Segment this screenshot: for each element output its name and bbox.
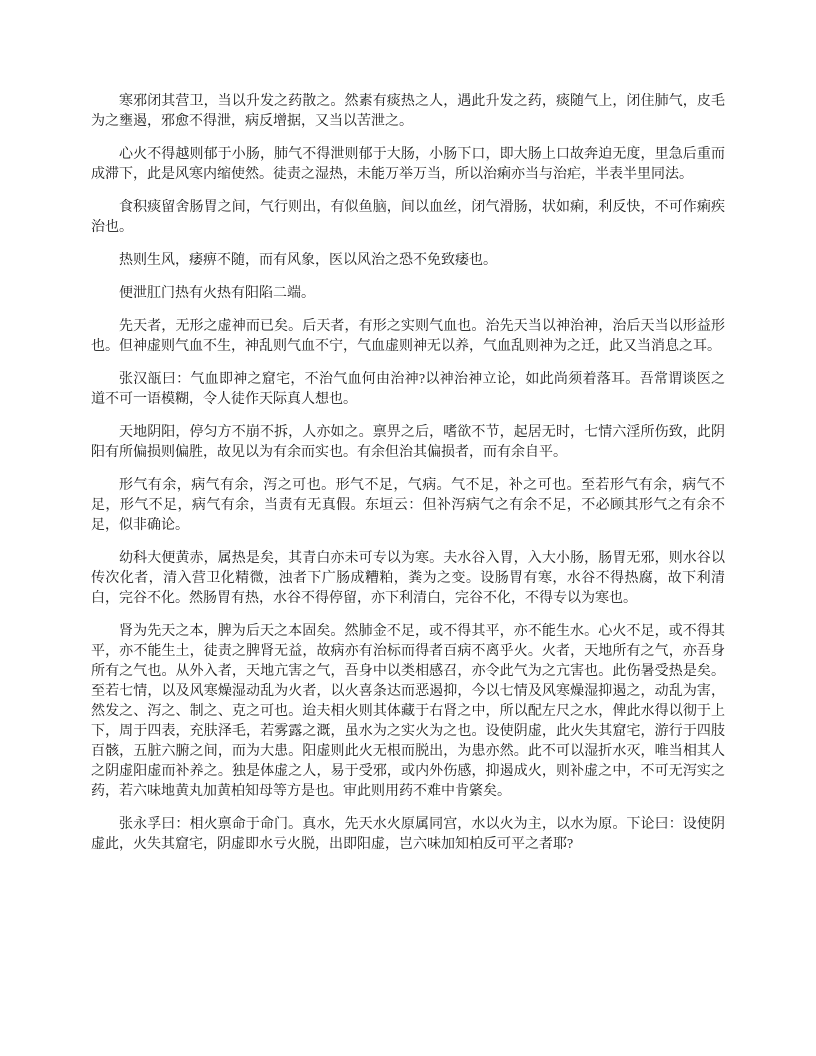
paragraph: 天地阴阳，停匀方不崩不拆，人亦如之。禀畀之后，嗜欲不节，起居无时，七情六淫所伤致，此阴阳有所偏损则偏胜，故见以为有余而实也。有余但治其偏损者，而有余自平。 — [91, 425, 725, 460]
paragraph: 幼科大便黄赤，属热是矣，其青白亦未可专以为寒。夫水谷入胃，入大小肠，肠胃无邪，则水谷以传次化者，清入营卫化精微，浊者下广肠成糟粕，粪为之变。设肠胃有寒，水谷不得热腐，故下利清白，完谷不化。然肠胃有热，水谷不得停留，亦下利清白，完谷不化，不得专以为寒也。 — [91, 551, 725, 606]
paragraph: 肾为先天之本，脾为后天之本固矣。然肺金不足，或不得其平，亦不能生水。心火不足，或不得其平，亦不能生土，徒责之脾肾无益，故病亦有治标而得者百病不离乎火。火者，天地所有之气，亦吾身所有之气也。从外入者，天地亢害之气，吾身中以类相感召，亦令此气为之亢害也。此伤暑受热是矣。至若七情，以及风寒燥湿动乱为火者，以火喜条达而恶遏抑，今以七情及风寒燥湿抑遏之，动乱为害，然发之、泻之、制之、克之可也。迨夫相火则其体藏于右肾之中，所以配左尺之水，俾此水得以彻于上下，周于四表，充肤泽毛，若雾露之溉，虽水为之实火为之也。设使阴虚，此火失其窟宅，游行于四肢百骸，五脏六腑之间，而为大患。阳虚则此火无根而脱出，为患亦然。此不可以湿折水灭，唯当相其人之阴虚阳虚而补养之。独是体虚之人，易于受邪，或内外伤感，抑遏成火，则补虚之中，不可无泻实之药，若六味地黄丸加黄柏知母等方是也。审此则用药不难中肯綮矣。 — [91, 624, 725, 799]
paragraph: 张永孚曰：相火禀命于命门。真水，先天水火原属同宫，水以火为主，以水为原。下论曰：设使阴虚此，火失其窟宅，阴虚即水亏火脱，出即阳虚，岂六味加知柏反可平之者耶? — [91, 817, 725, 852]
paragraph: 便泄肛门热有火热有阳陷二端。 — [119, 286, 315, 301]
paragraph: 寒邪闭其营卫，当以升发之药散之。然素有痰热之人，遇此升发之药，痰随气上，闭住肺气，皮毛为之壅遏，邪愈不得泄，病反增据，又当以苦泄之。 — [91, 94, 725, 129]
paragraph: 张汉瓿曰：气血即神之窟宅，不治气血何由治神?以神治神立论，如此尚须着落耳。吾常谓谈医之道不可一语模糊，令人徒作天际真人想也。 — [91, 372, 725, 407]
paragraph: 先天者，无形之虚神而已矣。后天者，有形之实则气血也。治先天当以神治神，治后天当以形益形也。但神虚则气血不生，神乱则气血不宁，气血虚则神无以养，气血乱则神为之迁，此又当消息之耳。 — [91, 319, 725, 354]
paragraph: 形气有余，病气有余，泻之可也。形气不足，气病。气不足，补之可也。至若形气有余，病气不足，形气不足，病气有余，当责有无真假。东垣云：但补泻病气之有余不足，不必顾其形气之有余不足，似非确论。 — [91, 478, 725, 533]
document-body — [91, 92, 725, 855]
paragraph: 热则生风，痿痹不随，而有风象，医以风治之恐不免致痿也。 — [119, 253, 497, 268]
paragraph: 食积痰留舍肠胃之间，气行则出，有似鱼脑，间以血丝，闭气滑肠，状如痢，利反快，不可作痢疾治也。 — [91, 200, 725, 235]
paragraph: 心火不得越则郁于小肠，肺气不得泄则郁于大肠，小肠下口，即大肠上口故奔迫无度，里急后重而成滞下，此是风寒内缩使然。徒责之湿热，未能万举万当，所以治痢亦当与治疟，半表半里同法。 — [91, 147, 725, 182]
